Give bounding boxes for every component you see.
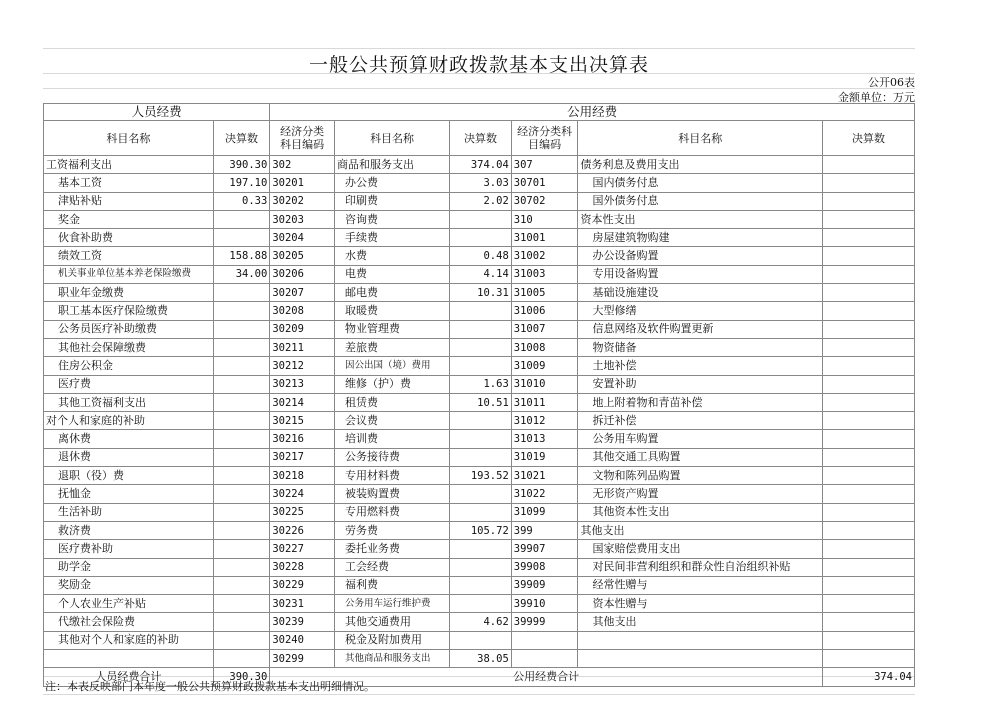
public-subject-name: 国家赔偿费用支出 [578,540,823,558]
header-amount: 决算数 [450,121,512,156]
public-amount [822,650,914,668]
public-econ-code: 30211 [270,338,335,356]
section-public: 公用经费 [270,104,915,121]
public-subject-name: 经常性赠与 [578,576,823,594]
public-amount [450,485,512,503]
table-row [44,229,915,247]
public-econ-code: 31021 [511,467,578,485]
public-econ-code: 30239 [270,613,335,631]
public-amount: 38.05 [450,650,512,668]
public-subject-name: 其他商品和服务支出 [334,650,449,668]
personnel-subject-name: 助学金 [44,558,214,576]
public-subject-name: 国内债务付息 [578,174,823,192]
personnel-subject-name: 离休费 [44,430,214,448]
public-subject-name: 水费 [334,247,449,265]
public-amount [822,156,914,174]
table-row [44,320,915,338]
public-subject-name: 无形资产购置 [578,485,823,503]
personnel-subject-name: 其他对个人和家庭的补助 [44,631,214,649]
public-amount: 0.48 [450,247,512,265]
public-econ-code: 30213 [270,375,335,393]
public-amount [822,503,914,521]
public-amount [822,576,914,594]
table-row [44,412,915,430]
public-amount [450,595,512,613]
public-subject-name: 大型修缮 [578,302,823,320]
personnel-amount: 0.33 [213,192,270,210]
public-amount [822,247,914,265]
public-subject-name: 税金及附加费用 [334,631,449,649]
public-econ-code: 30206 [270,265,335,283]
personnel-amount [213,284,270,302]
table-row [44,192,915,210]
public-amount [822,265,914,283]
personnel-amount [213,412,270,430]
public-amount [450,503,512,521]
public-econ-code: 31019 [511,448,578,466]
public-econ-code: 39910 [511,595,578,613]
header-econ-code [511,121,578,156]
public-econ-code: 31012 [511,412,578,430]
public-econ-code: 30208 [270,302,335,320]
public-subject-name: 资本性赠与 [578,595,823,613]
personnel-subject-name: 职工基本医疗保险缴费 [44,302,214,320]
public-amount: 3.03 [450,174,512,192]
public-subject-name: 信息网络及软件购置更新 [578,320,823,338]
public-subject-name: 手续费 [334,229,449,247]
public-amount [822,375,914,393]
personnel-total-amount: 390.30 [213,668,270,686]
public-econ-code: 31007 [511,320,578,338]
public-amount [822,467,914,485]
page-title: 一般公共预算财政拨款基本支出决算表 [308,54,649,76]
public-econ-code: 30205 [270,247,335,265]
personnel-subject-name: 绩效工资 [44,247,214,265]
public-amount [822,448,914,466]
public-econ-code: 31013 [511,430,578,448]
public-amount [822,558,914,576]
public-amount: 1.63 [450,375,512,393]
personnel-subject-name: 其他工资福利支出 [44,393,214,411]
public-econ-code: 31008 [511,338,578,356]
personnel-subject-name: 生活补助 [44,503,214,521]
table-row [44,631,915,649]
public-subject-name: 办公设备购置 [578,247,823,265]
public-econ-code: 39907 [511,540,578,558]
personnel-subject-name: 代缴社会保险费 [44,613,214,631]
public-amount [822,540,914,558]
public-econ-code: 31011 [511,393,578,411]
public-econ-code: 302 [270,156,335,174]
personnel-amount: 390.30 [213,156,270,174]
personnel-amount [213,430,270,448]
public-amount [450,210,512,228]
public-subject-name: 福利费 [334,576,449,594]
table-row [44,650,915,668]
public-subject-name: 其他资本性支出 [578,503,823,521]
personnel-subject-name: 职业年金缴费 [44,284,214,302]
public-amount [450,302,512,320]
public-econ-code: 31005 [511,284,578,302]
public-subject-name: 其他支出 [578,613,823,631]
public-subject-name: 文物和陈列品购置 [578,467,823,485]
table-row [44,503,915,521]
public-econ-code [511,650,578,668]
personnel-amount [213,558,270,576]
personnel-subject-name: 其他社会保障缴费 [44,338,214,356]
personnel-amount [213,613,270,631]
personnel-amount [213,576,270,594]
personnel-amount [213,375,270,393]
public-amount [822,338,914,356]
public-subject-name: 商品和服务支出 [334,156,449,174]
public-subject-name: 维修（护）费 [334,375,449,393]
table-row [44,302,915,320]
public-amount [450,412,512,430]
table-row [44,375,915,393]
table-row [44,595,915,613]
public-subject-name: 劳务费 [334,521,449,539]
public-subject-name: 债务利息及费用支出 [578,156,823,174]
table-note: 注：本表反映部门本年度一般公共预算财政拨款基本支出明细情况。 [45,680,375,693]
public-total-amount: 374.04 [822,668,914,686]
public-subject-name: 委托业务费 [334,540,449,558]
public-subject-name: 安置补助 [578,375,823,393]
public-subject-name: 公务用车运行维护费 [334,595,449,613]
public-total-label: 公用经费合计 [270,668,823,686]
public-amount: 105.72 [450,521,512,539]
public-econ-code: 30216 [270,430,335,448]
public-econ-code: 30240 [270,631,335,649]
public-econ-code: 30226 [270,521,335,539]
personnel-amount [213,393,270,411]
public-amount [822,613,914,631]
public-amount [822,174,914,192]
table-row [44,540,915,558]
personnel-amount [213,631,270,649]
public-subject-name: 邮电费 [334,284,449,302]
public-amount: 193.52 [450,467,512,485]
public-amount [450,357,512,375]
personnel-subject-name: 抚恤金 [44,485,214,503]
public-subject-name: 其他支出 [578,521,823,539]
public-econ-code: 30201 [270,174,335,192]
public-subject-name [578,631,823,649]
personnel-amount [213,210,270,228]
public-econ-code: 30212 [270,357,335,375]
public-econ-code: 39909 [511,576,578,594]
public-econ-code: 31003 [511,265,578,283]
public-subject-name: 其他交通费用 [334,613,449,631]
personnel-amount: 158.88 [213,247,270,265]
public-amount [822,631,914,649]
public-amount [450,320,512,338]
header-econ-code-text: 经济分类科 目编码 [517,125,573,151]
personnel-amount [213,485,270,503]
public-amount [450,338,512,356]
public-econ-code: 30215 [270,412,335,430]
public-amount [450,631,512,649]
public-subject-name: 拆迁补偿 [578,412,823,430]
public-econ-code: 31010 [511,375,578,393]
personnel-subject-name: 个人农业生产补贴 [44,595,214,613]
public-econ-code: 30224 [270,485,335,503]
public-econ-code: 30214 [270,393,335,411]
public-econ-code: 31002 [511,247,578,265]
table-row [44,247,915,265]
public-amount [822,521,914,539]
public-amount: 4.14 [450,265,512,283]
personnel-amount [213,357,270,375]
public-econ-code: 30228 [270,558,335,576]
personnel-subject-name [44,650,214,668]
public-amount [450,540,512,558]
table-row [44,558,915,576]
public-amount [822,320,914,338]
public-subject-name: 培训费 [334,430,449,448]
table-row [44,613,915,631]
public-amount [822,229,914,247]
public-amount [450,558,512,576]
personnel-subject-name: 退休费 [44,448,214,466]
public-econ-code: 30231 [270,595,335,613]
public-amount [822,393,914,411]
personnel-amount: 197.10 [213,174,270,192]
public-subject-name: 物业管理费 [334,320,449,338]
public-econ-code: 30702 [511,192,578,210]
personnel-subject-name: 基本工资 [44,174,214,192]
public-econ-code: 30227 [270,540,335,558]
public-subject-name: 专用设备购置 [578,265,823,283]
personnel-amount [213,540,270,558]
public-econ-code: 31006 [511,302,578,320]
public-subject-name: 电费 [334,265,449,283]
public-econ-code: 30202 [270,192,335,210]
public-econ-code: 30207 [270,284,335,302]
personnel-amount [213,338,270,356]
public-subject-name: 土地补偿 [578,357,823,375]
personnel-amount [213,595,270,613]
public-subject-name: 其他交通工具购置 [578,448,823,466]
public-econ-code: 30225 [270,503,335,521]
header-amount: 决算数 [213,121,270,156]
personnel-subject-name: 医疗费 [44,375,214,393]
public-econ-code: 31009 [511,357,578,375]
personnel-amount [213,320,270,338]
personnel-subject-name: 奖金 [44,210,214,228]
public-econ-code: 30701 [511,174,578,192]
personnel-subject-name: 退职（役）费 [44,467,214,485]
public-subject-name: 专用燃料费 [334,503,449,521]
public-econ-code: 307 [511,156,578,174]
personnel-subject-name: 住房公积金 [44,357,214,375]
table-row [44,521,915,539]
personnel-amount: 34.00 [213,265,270,283]
public-subject-name: 地上附着物和青苗补偿 [578,393,823,411]
public-amount: 4.62 [450,613,512,631]
personnel-amount [213,503,270,521]
table-row [44,156,915,174]
public-econ-code: 31022 [511,485,578,503]
public-econ-code: 310 [511,210,578,228]
public-econ-code: 399 [511,521,578,539]
table-row [44,576,915,594]
public-econ-code: 39999 [511,613,578,631]
public-econ-code: 30229 [270,576,335,594]
public-amount [822,595,914,613]
public-econ-code [511,631,578,649]
header-amount: 决算数 [822,121,914,156]
table-row [44,284,915,302]
personnel-subject-name: 伙食补助费 [44,229,214,247]
public-amount [822,302,914,320]
header-subject-name: 科目名称 [334,121,449,156]
public-subject-name: 物资储备 [578,338,823,356]
public-amount [822,357,914,375]
table-row [44,338,915,356]
public-subject-name: 取暖费 [334,302,449,320]
personnel-subject-name: 津贴补贴 [44,192,214,210]
public-econ-code: 30217 [270,448,335,466]
table-row [44,174,915,192]
public-subject-name [578,650,823,668]
public-amount [450,576,512,594]
public-subject-name: 房屋建筑物购建 [578,229,823,247]
public-subject-name: 咨询费 [334,210,449,228]
personnel-subject-name: 机关事业单位基本养老保险缴费 [44,265,214,283]
public-amount: 374.04 [450,156,512,174]
public-subject-name: 资本性支出 [578,210,823,228]
public-subject-name: 差旅费 [334,338,449,356]
public-subject-name: 对民间非营利组织和群众性自治组织补贴 [578,558,823,576]
personnel-total-label: 人员经费合计 [44,668,214,686]
public-econ-code: 30218 [270,467,335,485]
public-amount: 10.51 [450,393,512,411]
amount-unit: 金额单位：万元 [838,91,915,104]
personnel-subject-name: 工资福利支出 [44,156,214,174]
personnel-amount [213,521,270,539]
public-amount: 2.02 [450,192,512,210]
public-subject-name: 被装购置费 [334,485,449,503]
section-personnel: 人员经费 [44,104,270,121]
public-subject-name: 租赁费 [334,393,449,411]
public-subject-name: 办公费 [334,174,449,192]
public-amount [450,448,512,466]
expenditure-table [43,103,915,687]
personnel-amount [213,229,270,247]
public-amount [822,192,914,210]
public-subject-name: 专用材料费 [334,467,449,485]
personnel-amount [213,448,270,466]
public-econ-code: 30204 [270,229,335,247]
public-subject-name: 公务用车购置 [578,430,823,448]
public-amount [822,430,914,448]
table-row [44,210,915,228]
personnel-amount [213,650,270,668]
public-subject-name: 公务接待费 [334,448,449,466]
header-econ-code [270,121,335,156]
public-amount [822,210,914,228]
public-subject-name: 会议费 [334,412,449,430]
public-subject-name: 基础设施建设 [578,284,823,302]
form-number: 公开06表 [868,76,915,89]
header-subject-name: 科目名称 [44,121,214,156]
table-row [44,467,915,485]
header-subject-name: 科目名称 [578,121,823,156]
table-row [44,357,915,375]
public-amount [822,284,914,302]
public-amount [450,430,512,448]
public-econ-code: 31099 [511,503,578,521]
personnel-subject-name: 公务员医疗补助缴费 [44,320,214,338]
public-econ-code: 30203 [270,210,335,228]
public-econ-code: 30299 [270,650,335,668]
public-econ-code: 30209 [270,320,335,338]
public-econ-code: 39908 [511,558,578,576]
public-amount [450,229,512,247]
public-subject-name: 印刷费 [334,192,449,210]
personnel-amount [213,467,270,485]
table-row [44,393,915,411]
table-row [44,448,915,466]
public-amount [822,412,914,430]
public-econ-code: 31001 [511,229,578,247]
personnel-subject-name: 奖励金 [44,576,214,594]
personnel-subject-name: 医疗费补助 [44,540,214,558]
personnel-subject-name: 救济费 [44,521,214,539]
table-row [44,485,915,503]
personnel-amount [213,302,270,320]
table-row [44,430,915,448]
personnel-subject-name: 对个人和家庭的补助 [44,412,214,430]
public-subject-name: 工会经费 [334,558,449,576]
public-amount [822,485,914,503]
public-subject-name: 因公出国（境）费用 [334,357,449,375]
header-econ-code-text: 经济分类 科目编码 [280,125,325,151]
public-amount: 10.31 [450,284,512,302]
public-subject-name: 国外债务付息 [578,192,823,210]
table-row [44,265,915,283]
